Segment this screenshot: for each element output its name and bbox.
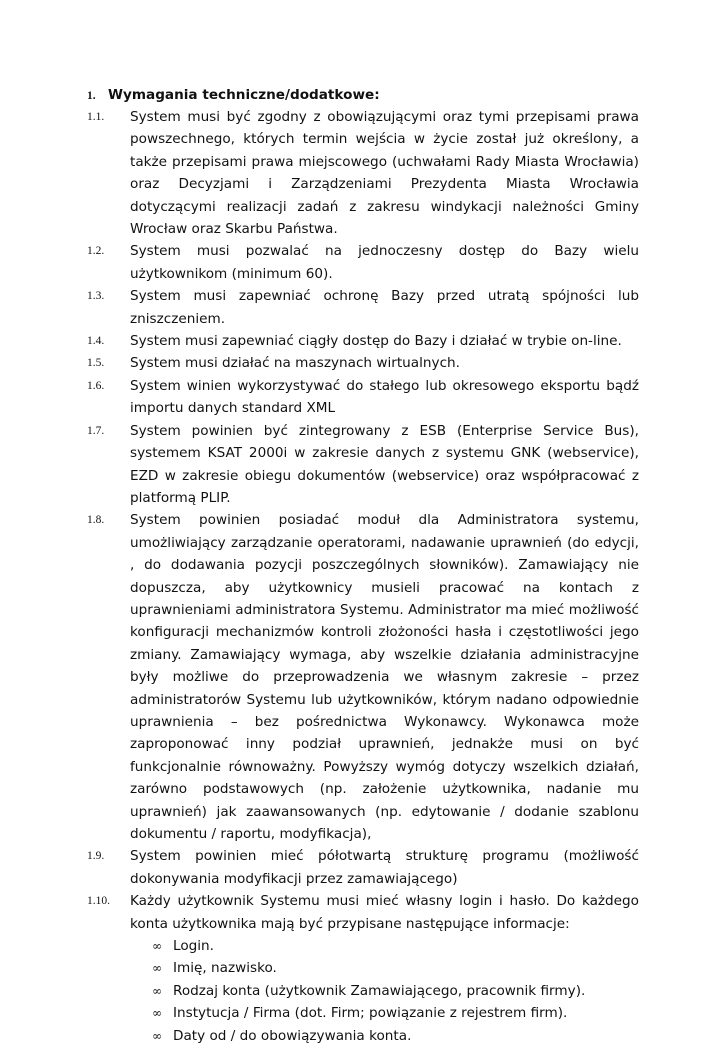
bullet-text: Imię, nazwisko.	[173, 960, 277, 977]
account-info-list	[130, 935, 639, 1047]
bullet-item	[87, 1025, 639, 1047]
list-item	[87, 420, 639, 510]
section-title: Wymagania techniczne/dodatkowe:	[108, 87, 380, 103]
item-number: 1.4.	[87, 335, 105, 348]
bullet-item	[87, 957, 639, 979]
item-text: System powinien posiadać moduł dla Administratora systemu, umożliwiający zarządzanie operatorami, nadawanie uprawnień (do edycji, , do dodawania pozycji poszczególnych słowników). Zamawiający nie dopuszcza, aby użytkownicy musieli pracować na kontach z uprawnieniami administratora Systemu. Administrator ma mieć możliwość konfiguracji mechanizmów kontroli złożoności hasła i częstotliwości jego zmiany. Zamawiający wymaga, aby wszelkie działania administracyjne były możliwe do przeprowadzenia we własnym zakresie – przez administratorów Systemu lub użytkowników, którym nadano odpowiednie uprawnienia – bez pośrednictwa Wykonawcy. Wykonawca może zaproponować inny podział uprawnień, jednakże musi on być funkcjonalnie równoważny. Powyższy wymóg dotyczy wszelkich działań, zarówno podstawowych (np. założenie użytkownika, nadanie mu uprawnień) jak zaawansowanych (np. edytowanie / dodanie szablonu dokumentu / raportu, modyfikacja),	[130, 512, 639, 842]
item-number: 1.5.	[87, 357, 105, 370]
item-number: 1.2.	[87, 245, 105, 258]
infinity-bullet-icon: ∞	[152, 1006, 162, 1021]
item-number: 1.1.	[87, 111, 105, 123]
section-number: 1.	[87, 90, 96, 102]
bullet-text: Daty od / do obowiązywania konta.	[173, 1027, 412, 1044]
item-text: System musi pozwalać na jednoczesny dostęp do Bazy wielu użytkownikom (minimum 60).	[130, 243, 639, 282]
list-item	[87, 240, 639, 285]
bullet-text: Rodzaj konta (użytkownik Zamawiającego, pracownik firmy).	[173, 982, 586, 999]
section-heading	[87, 84, 647, 107]
bullet-item	[87, 935, 639, 957]
list-item	[87, 375, 639, 420]
list-item	[87, 330, 639, 352]
item-number: 1.9.	[87, 850, 105, 863]
infinity-bullet-icon: ∞	[152, 983, 162, 998]
item-number: 1.6.	[87, 379, 105, 392]
list-item	[87, 509, 639, 845]
infinity-bullet-icon: ∞	[152, 939, 162, 954]
infinity-bullet-icon: ∞	[152, 1028, 162, 1043]
item-text: System musi być zgodny z obowiązującymi oraz tymi przepisami prawa powszechnego, których termin wejścia w życie został już określony, a także przepisami prawa miejscowego (uchwałami Rady Miasta Wrocławia) oraz Decyzjami i Zarządzeniami Prezydenta Miasta Wrocławia dotyczącymi realizacji zadań z zakresu windykacji należności Gminy Wrocław oraz Skarbu Państwa.	[130, 109, 639, 238]
item-text: System powinien mieć półotwartą strukturę programu (możliwość dokonywania modyfikacji przez zamawiającego)	[130, 848, 639, 887]
list-item	[87, 106, 639, 240]
item-text: System powinien być zintegrowany z ESB (Enterprise Service Bus), systemem KSAT 2000i w zakresie danych z systemu GNK (webservice), EZD w zakresie obiegu dokumentów (webservice) oraz współpracować z platformą PLIP.	[130, 422, 639, 506]
item-text: System musi zapewniać ciągły dostęp do Bazy i działać w trybie on-line.	[130, 333, 622, 350]
bullet-item	[87, 980, 639, 1002]
item-number: 1.7.	[87, 424, 105, 437]
item-text: Każdy użytkownik Systemu musi mieć własny login i hasło. Do każdego konta użytkownika mają być przypisane następujące informacje:	[130, 893, 639, 932]
item-number: 1.8.	[87, 514, 105, 527]
list-item	[87, 352, 639, 374]
item-text: System winien wykorzystywać do stałego lub okresowego eksportu bądź importu danych standard XML	[130, 377, 639, 417]
bullet-item	[87, 1002, 639, 1024]
list-item	[87, 890, 639, 1047]
item-text: System musi działać na maszynach wirtualnych.	[130, 355, 460, 372]
item-number: 1.10.	[87, 895, 110, 908]
list-item	[87, 845, 639, 890]
item-text: System musi zapewniać ochronę Bazy przed utratą spójności lub zniszczeniem.	[130, 288, 639, 327]
requirements-list	[87, 106, 639, 1047]
list-item	[87, 285, 639, 330]
infinity-bullet-icon: ∞	[152, 961, 162, 976]
bullet-text: Login.	[173, 938, 214, 955]
bullet-text: Instytucja / Firma (dot. Firm; powiązanie z rejestrem firm).	[173, 1005, 568, 1022]
item-number: 1.3.	[87, 290, 105, 303]
